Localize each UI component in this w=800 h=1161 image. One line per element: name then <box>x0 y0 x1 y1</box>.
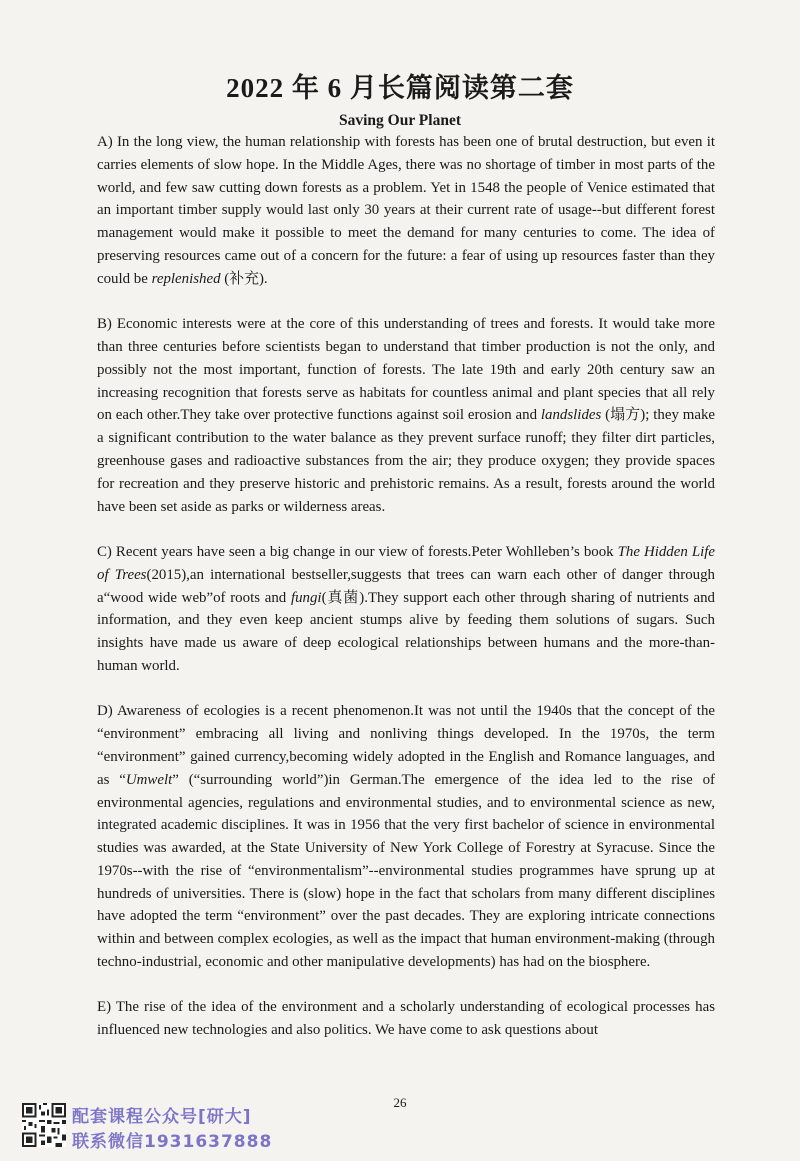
paragraph-a <box>97 131 715 291</box>
page-title: 2022 年 6 月长篇阅读第二套 <box>226 73 574 103</box>
promo-text-course: 配套课程公众号[研大] <box>72 1107 252 1127</box>
paragraph-c-book-title: The Hidden Life of Trees <box>97 543 715 583</box>
paragraph-c-emphasis: fungi <box>290 589 322 606</box>
article-title: Saving Our Planet <box>338 112 461 129</box>
qr-code-icon <box>22 1101 66 1149</box>
page-number: 26 <box>393 1095 407 1110</box>
paragraph-b-emphasis: landslides <box>540 407 602 424</box>
article-body <box>97 131 715 1065</box>
paragraph-b-rest: (塌方); they make a significant contribution to the water balance as they prevent surface runoff; they filter dirt particles, greenhouse gases and radioactive substances from the air; they produce oxygen; they provide spaces for recreation and they preserve historic and prehistoric remains. As a result, forests around the world have been set aside as parks or wilderness areas. <box>97 407 715 515</box>
paragraph-d-text: D) Awareness of ecologies is a recent phenomenon.It was not until the 1940s that the concept of the “environment” embracing all living and nonliving things developed. In the 1970s, the term “environment” gained currency,becoming widely adopted in the English and Romance languages, and as “ <box>97 703 715 788</box>
paragraph-a-emphasis: replenished <box>151 270 221 287</box>
promo-footer <box>22 1101 322 1153</box>
paragraph-e-text: E) The rise of the idea of the environment and a scholarly understanding of ecological processes has influenced new technologies and also politics. We have come to ask questions about <box>97 999 715 1039</box>
paragraph-e <box>97 996 715 1042</box>
paragraph-a-text: A) In the long view, the human relationship with forests has been one of brutal destruction, but even it carries elements of slow hope. In the Middle Ages, there was no shortage of timber in most parts of the world, and few saw cutting down forests as a problem. Yet in 1548 the people of Venice estimated that an important timber supply would last only 30 years at their current rate of usage--but different forest management would make it possible to meet the demand for many centuries to come. The idea of preserving resources came out of a concern for the future: a fear of using up resources faster than they could be <box>97 134 715 287</box>
paragraph-a-gloss: (补充). <box>220 270 268 287</box>
paragraph-b <box>97 313 715 518</box>
paragraph-c <box>97 541 715 678</box>
paragraph-c-rest: (真菌).They support each other through sharing of nutrients and information, and they even keep ancient stumps alive by feeding them solutions of sugars. Such insights have made us aware of deep ecological relationships between humans and the more-than-human world. <box>97 589 715 674</box>
paragraph-d-rest: ” (“surrounding world”)in German.The emergence of the idea led to the rise of environmental agencies, regulations and environmental studies, and to environmental science as new, integrated academic disciplines. It was in 1956 that the very first bachelor of science in environmental studies was awarded, at the State University of New York College of Forestry at Syracuse. Since the 1970s--with the rise of “environmentalism”--environmental studies programmes have sprung up at hundreds of universities. There is (slow) hope in the fact that scholars from many different disciplines have adopted the term “environment” over the past decades. They are exploring intricate connections within and between complex ecologies, as well as the impact that human environment-making (through techno-industrial, economic and other manipulative developments) has had on the biosphere. <box>97 771 715 971</box>
paragraph-d <box>97 700 715 974</box>
paragraph-c-middle: (2015),an international bestseller,suggests that trees can warn each other of danger through a“wood wide web”of roots and <box>97 566 715 606</box>
paragraph-d-emphasis: Umwelt <box>125 771 173 788</box>
promo-text-contact: 联系微信1931637888 <box>72 1132 273 1152</box>
paragraph-c-text: C) Recent years have seen a big change in our view of forests.Peter Wohlleben’s book <box>97 543 618 560</box>
paragraph-b-text: B) Economic interests were at the core of this understanding of trees and forests. It would take more than three centuries before scientists began to understand that timber production is not the only, and possibly not the most important, function of forests. The late 19th and early 20th century saw an increasing recognition that forests serve as habitats for countless animal and plant species that all rely on each other.They take over protective functions against soil erosion and <box>97 316 715 424</box>
